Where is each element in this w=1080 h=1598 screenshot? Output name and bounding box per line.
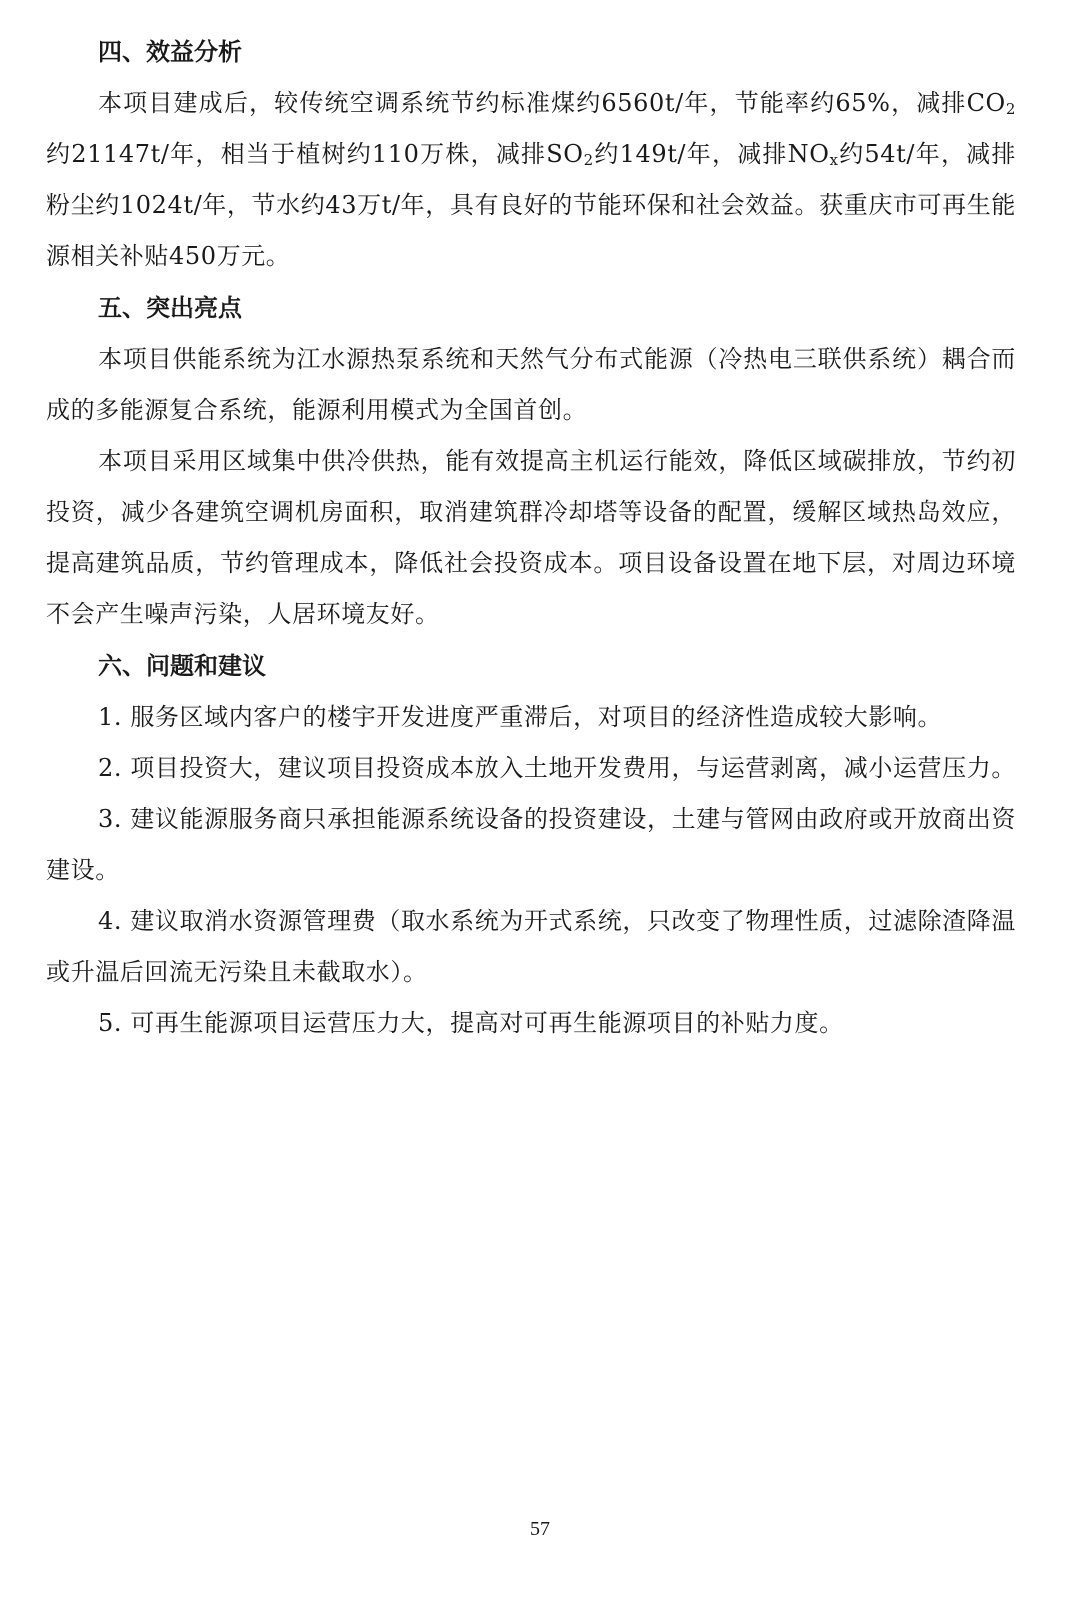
- suggestion-item-3: 3. 建议能源服务商只承担能源系统设备的投资建设，土建与管网由政府或开放商出资建设。: [46, 805, 1016, 884]
- section-heading-issues-suggestions: 六、问题和建议: [98, 652, 266, 680]
- section-heading-highlights: 五、突出亮点: [98, 294, 242, 322]
- suggestion-item-1: 1. 服务区域内客户的楼宇开发进度严重滞后，对项目的经济性造成较大影响。: [98, 703, 943, 731]
- document-page: [46, 26, 1016, 1049]
- highlights-paragraph-1: 本项目供能系统为江水源热泵系统和天然气分布式能源（冷热电三联供系统）耦合而成的多能源复合系统，能源利用模式为全国首创。: [46, 345, 1016, 424]
- suggestion-item-4: 4. 建议取消水资源管理费（取水系统为开式系统，只改变了物理性质，过滤除渣降温或升温后回流无污染且未截取水）。: [46, 907, 1016, 986]
- section-heading-benefit-analysis: 四、效益分析: [98, 38, 242, 66]
- suggestion-item-2: 2. 项目投资大，建议项目投资成本放入土地开发费用，与运营剥离，减小运营压力。: [98, 754, 1016, 782]
- suggestion-item-5: 5. 可再生能源项目运营压力大，提高对可再生能源项目的补贴力度。: [98, 1009, 844, 1037]
- highlights-paragraph-2: 本项目采用区域集中供冷供热，能有效提高主机运行能效，降低区域碳排放，节约初投资，减少各建筑空调机房面积，取消建筑群冷却塔等设备的配置，缓解区域热岛效应，提高建筑品质，节约管理成本，降低社会投资成本。项目设备设置在地下层，对周边环境不会产生噪声污染，人居环境友好。: [46, 447, 1016, 628]
- benefit-paragraph: 本项目建成后，较传统空调系统节约标准煤约6560t/年，节能率约65%，减排$CO_2$约21147t/年，相当于植树约110万株，减排$SO_2$约149t/年，减排$NO_x$约54t/年，减排粉尘约1024t/年，节水约43万t/年，具有良好的节能环保和社会效益。获重庆市可再生能源相关补贴450万元。: [46, 89, 1016, 270]
- page-number: 57: [530, 1518, 550, 1540]
